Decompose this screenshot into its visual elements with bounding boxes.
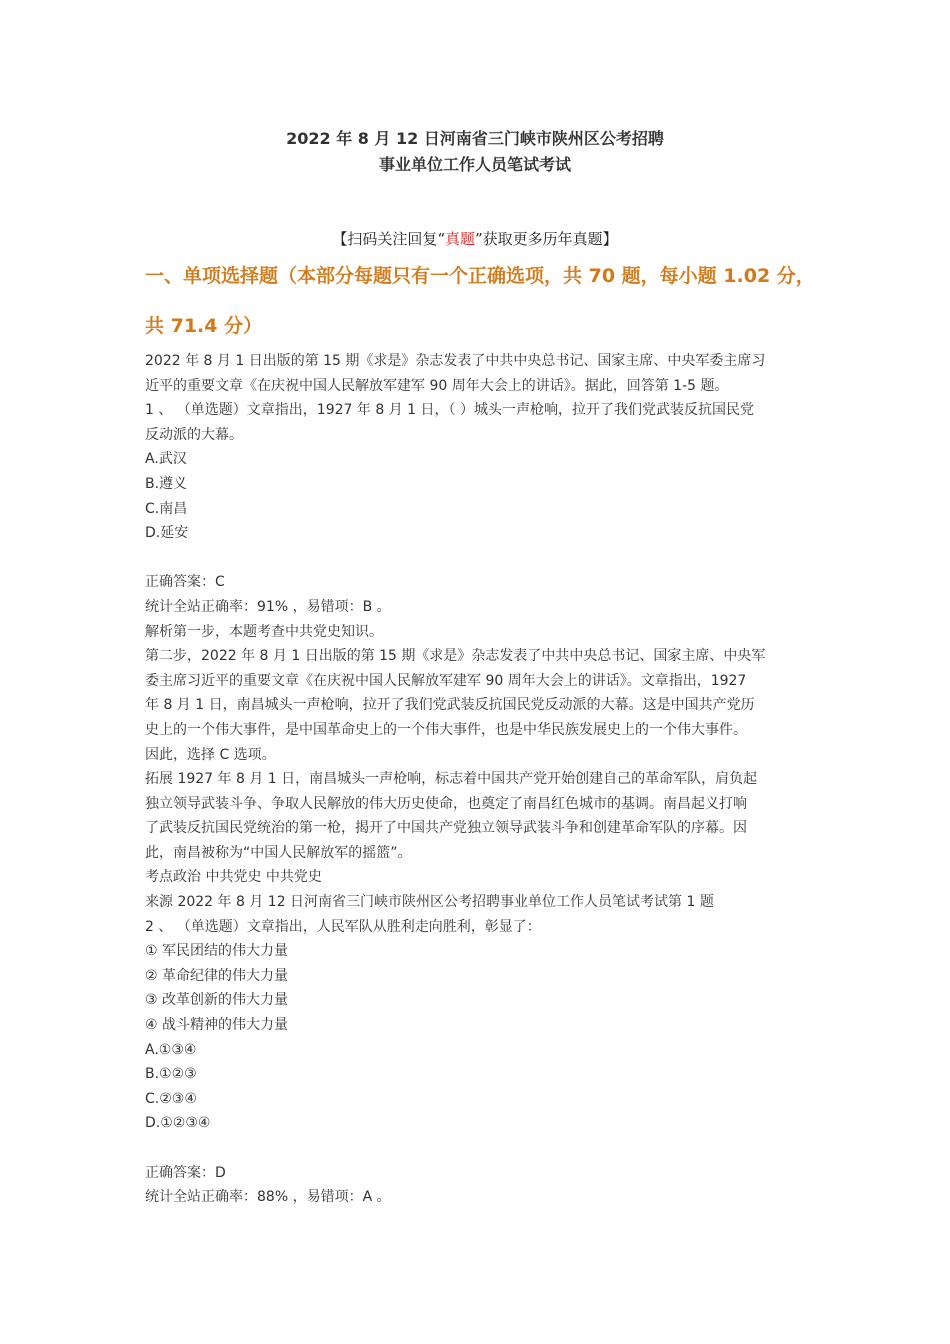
q1-analysis-line: 年 8 月 1 日，南昌城头一声枪响，拉开了我们党武装反抗国民党反动派的大幕。这是中国共产党历	[145, 697, 755, 714]
question-content	[145, 349, 810, 1210]
q1-option-c: C.南昌	[145, 500, 188, 517]
q1-analysis-line: 解析第一步，本题考查中共党史知识。	[145, 623, 383, 640]
section-heading-line2: 共 71.4 分）	[145, 315, 263, 337]
q1-option-d: D.延安	[145, 525, 189, 542]
q2-stem: 2 、 （单选题）文章指出，人民军队从胜利走向胜利，彰显了：	[145, 918, 541, 935]
q2-item: ④ 战斗精神的伟大力量	[145, 1017, 289, 1034]
q2-item: ③ 改革创新的伟大力量	[145, 992, 289, 1009]
promo-line	[0, 228, 950, 249]
q1-analysis-line: 独立领导武装斗争、争取人民解放的伟大历史使命，也奠定了南昌红色城市的基调。南昌起义打响	[145, 795, 747, 812]
q1-analysis-line: 委主席习近平的重要文章《在庆祝中国人民解放军建军 90 周年大会上的讲话》。文章指出，1927	[145, 672, 747, 689]
spacer	[145, 1136, 810, 1161]
q1-option-b: B.遵义	[145, 475, 188, 492]
spacer	[145, 546, 810, 571]
q1-source: 来源 2022 年 8 月 12 日河南省三门峡市陕州区公考招聘事业单位工作人员笔试考试第 1 题	[145, 894, 714, 911]
intro-line: 近平的重要文章《在庆祝中国人民解放军建军 90 周年大会上的讲话》。据此，回答第 1-5 题。	[145, 377, 729, 394]
q1-topic: 考点政治 中共党史 中共党史	[145, 869, 322, 886]
q2-item: ① 军民团结的伟大力量	[145, 943, 289, 960]
q2-item: ② 革命纪律的伟大力量	[145, 967, 289, 984]
q2-option-d: D.①②③④	[145, 1115, 211, 1132]
q1-analysis-line: 了武装反抗国民党统治的第一枪，揭开了中国共产党独立领导武装斗争和创建革命军队的序幕。因	[145, 820, 747, 837]
q1-analysis-line: 拓展 1927 年 8 月 1 日，南昌城头一声枪响，标志着中国共产党开始创建自己的革命军队，肩负起	[145, 771, 758, 788]
q1-stem: 1 、 （单选题）文章指出，1927 年 8 月 1 日，（ ）城头一声枪响，拉开了我们党武装反抗国民党	[145, 402, 754, 419]
q2-stats: 统计全站正确率：88% ，易错项：A 。	[145, 1189, 391, 1206]
q2-option-b: B.①②③	[145, 1066, 197, 1083]
promo-highlight: 真题	[444, 230, 475, 248]
q1-stats: 统计全站正确率：91% ，易错项：B 。	[145, 598, 391, 615]
q1-analysis-line: 第二步，2022 年 8 月 1 日出版的第 15 期《求是》杂志发表了中共中央总书记、国家主席、中央军	[145, 648, 766, 665]
section-heading-line1: 一、单项选择题（本部分每题只有一个正确选项，共 70 题，每小题 1.02 分，	[145, 265, 815, 287]
q1-analysis-line: 此，南昌被称为“中国人民解放军的摇篮”。	[145, 844, 412, 861]
q2-option-c: C.②③④	[145, 1090, 197, 1107]
q2-option-a: A.①③④	[145, 1041, 197, 1058]
q1-stem: 反动派的大幕。	[145, 426, 243, 443]
q1-analysis-line: 史上的一个伟大事件，是中国革命史上的一个伟大事件，也是中华民族发展史上的一个伟大事件。	[145, 721, 747, 738]
intro-line: 2022 年 8 月 1 日出版的第 15 期《求是》杂志发表了中共中央总书记、国家主席、中央军委主席习	[145, 353, 766, 369]
q1-analysis-line: 因此，选择 C 选项。	[145, 746, 276, 763]
promo-after: ”获取更多历年真题】	[475, 230, 618, 248]
q2-answer: 正确答案：D	[145, 1164, 226, 1181]
doc-title-line1: 2022 年 8 月 12 日河南省三门峡市陕州区公考招聘	[286, 129, 664, 148]
q1-answer: 正确答案：C	[145, 574, 225, 591]
doc-title-line2: 事业单位工作人员笔试考试	[378, 155, 571, 174]
q1-option-a: A.武汉	[145, 451, 187, 468]
promo-before: 【扫码关注回复“	[332, 230, 445, 248]
